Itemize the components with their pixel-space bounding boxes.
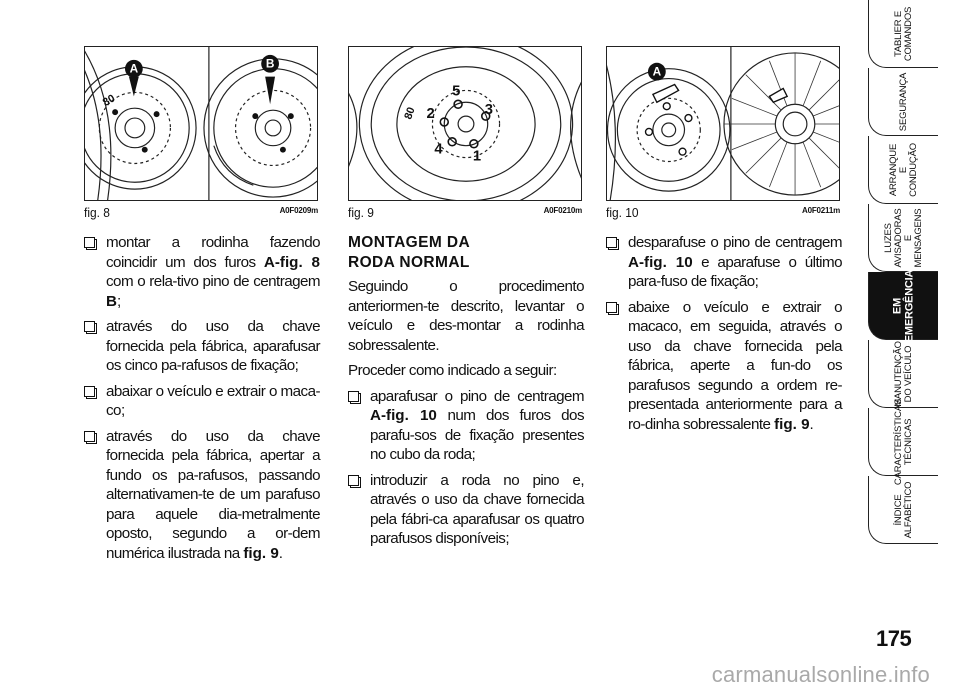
list-item [348,471,584,549]
figure-9-illustration [349,47,581,200]
tab-label: EM EMERGÊNCIA [891,269,915,343]
figure-8-illustration [85,47,317,200]
list-item [348,387,584,465]
item-text: aparafusar o pino de centragem [370,387,584,405]
column-3 [606,233,842,440]
tab-indice-alfabetico[interactable] [868,476,938,544]
checkbox-bullet-icon [84,385,95,397]
tab-caracteristicas-tecnicas[interactable] [868,398,938,486]
checkbox-bullet-icon [84,236,95,248]
list-item [84,233,320,311]
figure-reference: A-fig. 10 [370,407,437,424]
item-text: com o rela-tivo pino de centragem [106,273,320,290]
figure-9-wheel-text: 80 [402,105,418,122]
tab-manutencao-veiculo[interactable] [868,340,938,408]
checkbox-bullet-icon [84,320,95,332]
section-tab-bar [868,0,960,692]
tab-luzes-avisadoras[interactable] [868,204,938,272]
paragraph: Seguindo o procedimento anteriormen-te descrito, levantar o veículo e des-montar a rodinha sobressalente. [348,278,584,354]
item-text: abaixar o veículo e extrair o maca-co; [106,382,320,419]
figure-8-code: A0F0209m [279,206,318,215]
list-item [84,382,320,421]
item-text: e aparafuse o último para-fuso de fixação; [628,253,842,290]
item-text: ; [116,292,121,310]
figure-9-caption [348,205,582,221]
list-item [606,298,842,435]
figure-10-code: A0F0211m [802,206,840,215]
figure-10-illustration [607,47,839,200]
tab-seguranca[interactable] [868,68,938,136]
figure-9-bolt-1: 1 [472,148,482,165]
page-number: 175 [876,626,912,651]
tab-label: CARACTERÍSTICAS TÉCNICAS [893,398,914,486]
section-heading [348,233,584,272]
figure-9 [348,46,582,201]
figure-8-wheel-text: 80 [100,92,118,109]
heading-line: MONTAGEM DA [348,234,471,251]
tab-label: SEGURANÇA [898,72,909,132]
item-text: introduzir a roda no pino e, através o uso da chave fornecida pela fábri-ca aparafusar os quatro parafusos disponíveis; [370,471,584,547]
figure-reference: A-fig. 10 [628,253,693,271]
figure-reference: fig. 9 [243,544,279,562]
tab-label: TABLIER E COMANDOS [893,6,914,62]
list-item [84,317,320,376]
column-2 [348,233,584,555]
item-text: através do uso da chave fornecida pela fábrica, apertar a fundo os pa-rafusos, passando alternativamen-te de um parafuso para aquele dia-metralmente oposto, segundo a or-dem numérica ilustrada na [106,427,320,562]
figure-8 [84,46,318,201]
checkbox-bullet-icon [348,474,359,486]
figure-8-marker-b: B [265,56,275,71]
figure-9-code: A0F0210m [543,206,582,215]
checkbox-bullet-icon [348,390,359,402]
tab-arranque-conducao[interactable] [868,136,938,204]
figure-8-marker-a: A [129,61,139,76]
list-item [606,233,842,292]
figure-reference: A-fig. 8 [263,253,320,271]
figure-9-label: fig. 9 [348,205,374,220]
figure-9-bolt-4: 4 [434,141,443,158]
item-text: . [278,544,283,562]
item-text: num dos furos dos parafu-sos de fixação presentes no cubo da roda; [370,407,584,463]
checkbox-bullet-icon [606,301,617,313]
figure-10-label: fig. 10 [606,205,639,220]
item-text: . [809,415,814,433]
tab-label: ARRANQUE E CONDUÇÃO [888,143,919,197]
paragraph: Proceder como indicado a seguir: [348,362,557,379]
item-text: abaixe o veículo e extrair o macaco, em seguida, através o uso da chave fornecida pela fábrica, aperte a fun-do os parafusos segundo a ordem re-presentada anteriormente para a ro-dinha sobressalente [628,298,842,433]
figure-reference: B [106,292,117,310]
heading-line: RODA NORMAL [348,253,470,271]
item-text: desparafuse o pino de centragem [628,234,842,251]
checkbox-bullet-icon [606,236,617,248]
figure-10-marker-a: A [652,64,662,79]
figure-10 [606,46,840,201]
checkbox-bullet-icon [84,430,95,442]
figure-9-bolt-3: 3 [484,102,493,119]
figure-10-caption [606,205,840,221]
item-text: através do uso da chave fornecida pela fábrica, aparafusar os cinco pa-rafusos de fixação; [106,318,320,374]
tab-em-emergencia[interactable] [868,269,938,343]
column-1 [84,233,320,569]
figure-9-bolt-5: 5 [452,83,461,100]
list-item [84,427,320,564]
figure-8-label: fig. 8 [84,205,110,220]
tab-label: ÍNDICE ALFABÉTICO [893,481,914,539]
tab-label: MANUTENÇÃO DO VEÍCULO [893,341,914,407]
figure-reference: fig. 9 [774,415,810,433]
watermark: carmanualsonline.info [711,662,930,687]
tab-label: LUZES AVISADORAS E MENSAGENS [883,208,924,268]
tab-tablier-comandos[interactable] [868,0,938,68]
item-text: montar a rodinha fazendo coincidir um dos furos [106,234,320,271]
figure-8-caption [84,205,318,221]
figure-9-bolt-2: 2 [426,106,435,123]
